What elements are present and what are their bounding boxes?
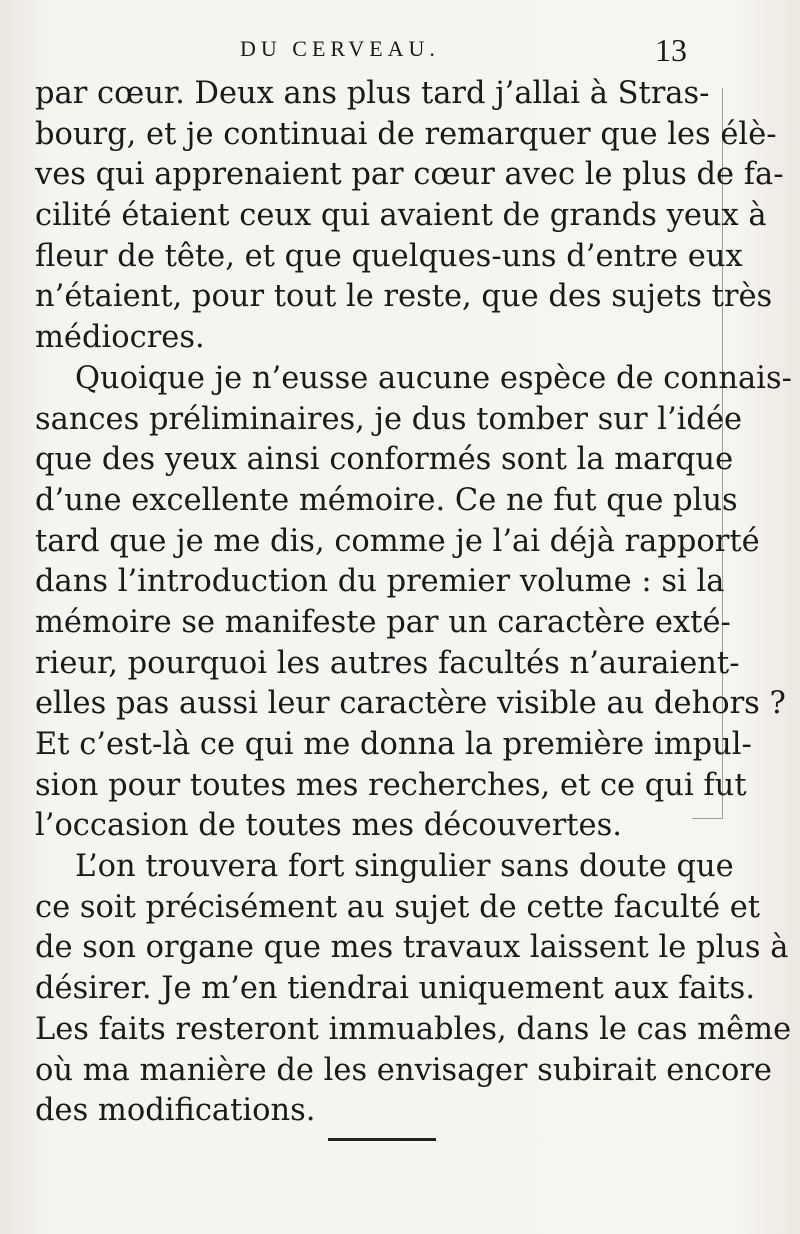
text-line: sion pour toutes mes recherches, et ce qui fut — [35, 767, 747, 803]
section-rule — [328, 1138, 436, 1141]
text-line: elles pas aussi leur caractère visible au dehors ? — [35, 686, 786, 722]
text-line: ce soit précisément au sujet de cette faculté et — [35, 889, 761, 925]
text-line: rieur, pourquoi les autres facultés n’auraient- — [35, 645, 740, 681]
text-line: cilité étaient ceux qui avaient de grands yeux à — [35, 198, 767, 234]
text-line: fleur de tête, et que quelques-uns d’entre eux — [35, 238, 743, 274]
text-line: des modifications. — [35, 1093, 316, 1129]
text-line: Et c’est-là ce qui me donna la première impul- — [35, 727, 752, 762]
text-line: de son organe que mes travaux laissent le plus à — [35, 930, 789, 966]
text-line: Les faits resteront immuables, dans le cas même — [35, 1011, 792, 1047]
running-head — [0, 32, 800, 76]
show-through-text-bottom — [60, 1150, 720, 1220]
body-text — [35, 74, 792, 1132]
page-number: 13 — [655, 32, 687, 68]
text-line: l’occasion de toutes mes découvertes. — [35, 808, 622, 844]
text-line: mémoire se manifeste par un caractère exté- — [35, 604, 731, 640]
text-line: tard que je me dis, comme je l’ai déjà rapporté — [35, 523, 760, 559]
text-line: que des yeux ainsi conformés sont la marque — [35, 442, 734, 478]
text-line: d’une excellente mémoire. Ce ne fut que plus — [35, 482, 738, 518]
text-line: ves qui apprenaient par cœur avec le plus de fa- — [35, 157, 784, 193]
text-line: où ma manière de les envisager subirait encore — [35, 1052, 772, 1088]
text-line-indent: Quoique je n’eusse aucune espèce de connais- — [75, 360, 792, 396]
text-line: désirer. Je m’en tiendrai uniquement aux faits. — [35, 971, 756, 1007]
text-line: sances préliminaires, je dus tomber sur l’idée — [35, 401, 743, 437]
text-line: dans l’introduction du premier volume : si la — [35, 564, 725, 600]
text-line-indent: L’on trouvera fort singulier sans doute que — [75, 849, 734, 885]
running-title: DU CERVEAU. — [240, 36, 440, 61]
text-line: par cœur. Deux ans plus tard j’allai à Stras- — [35, 76, 710, 111]
text-line: n’étaient, pour tout le reste, que des sujets très — [35, 279, 773, 315]
text-line: médiocres. — [35, 320, 205, 356]
text-line: bourg, et je continuai de remarquer que les élè- — [35, 116, 777, 152]
